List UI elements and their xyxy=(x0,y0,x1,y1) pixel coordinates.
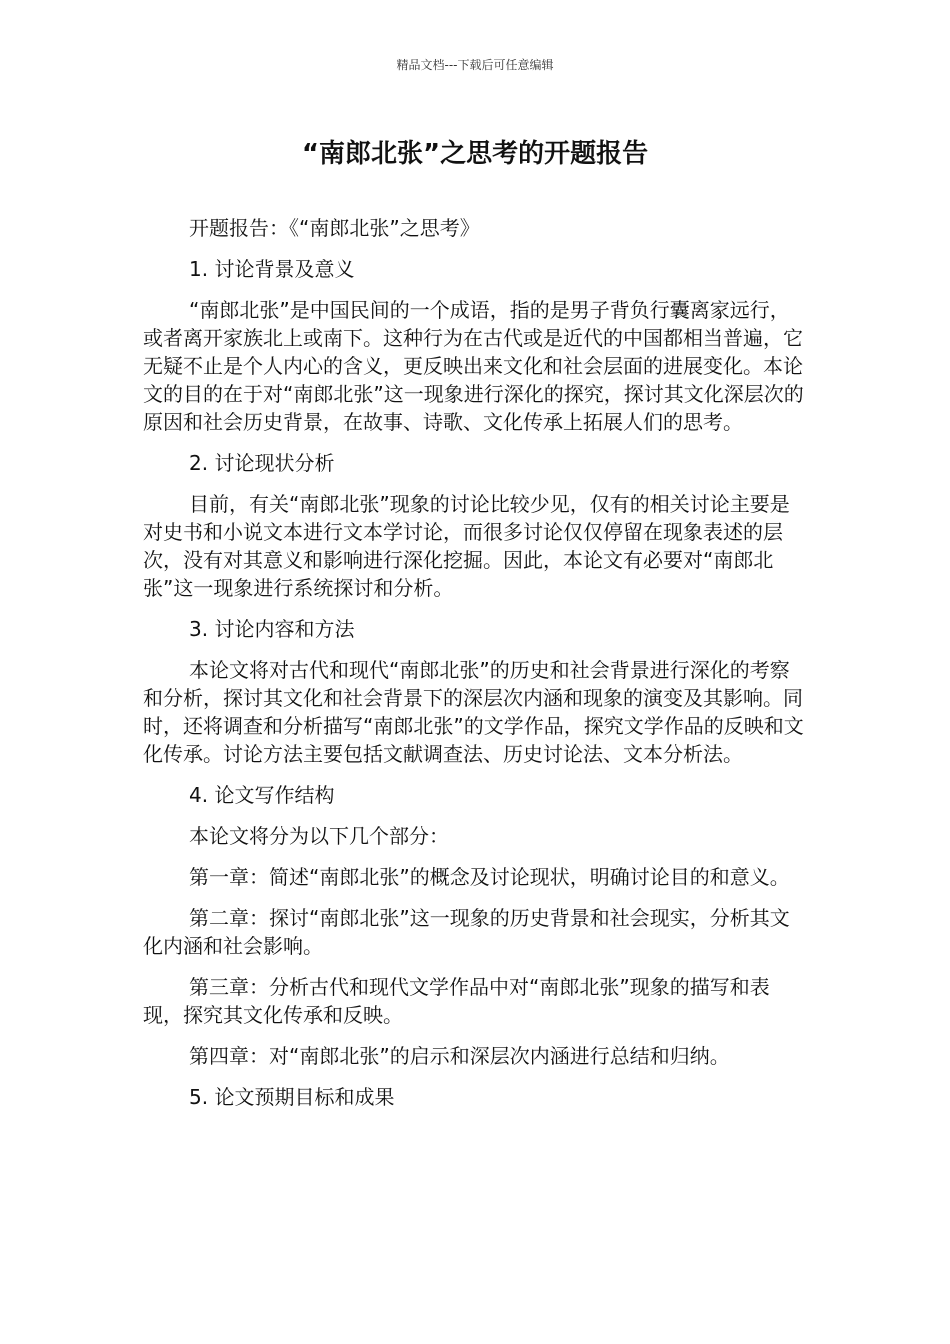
section-4-intro: 本论文将分为以下几个部分： xyxy=(189,824,449,848)
chapter-1-item: 第一章：简述“南郎北张”的概念及讨论现状，明确讨论目的和意义。 xyxy=(189,865,790,889)
section-heading-4: 4. 论文写作结构 xyxy=(189,783,335,807)
document-title: “南郎北张”之思考的开题报告 xyxy=(301,139,649,169)
document-body xyxy=(143,214,807,1124)
section-2-paragraph: 目前，有关“南郎北张”现象的讨论比较少见，仅有的相关讨论主要是对史书和小说文本进行文本学讨论，而很多讨论仅仅停留在现象表述的层次，没有对其意义和影响进行深化挖掘。因此，本论文有必要对“南郎北张”这一现象进行系统探讨和分析。 xyxy=(143,492,790,600)
report-heading: 开题报告：《“南郎北张”之思考》 xyxy=(189,216,480,240)
section-heading-3: 3. 讨论内容和方法 xyxy=(189,617,355,641)
section-heading-1: 1. 讨论背景及意义 xyxy=(189,257,355,281)
chapter-4-item: 第四章：对“南郎北张”的启示和深层次内涵进行总结和归纳。 xyxy=(189,1044,730,1068)
section-1-paragraph: “南郎北张”是中国民间的一个成语，指的是男子背负行囊离家远行，或者离开家族北上或南下。这种行为在古代或是近代的中国都相当普遍，它无疑不止是个人内心的含义，更反映出来文化和社会层面的进展变化。本论文的目的在于对“南郎北张”这一现象进行深化的探究，探讨其文化深层次的原因和社会历史背景，在故事、诗歌、文化传承上拓展人们的思考。 xyxy=(143,298,804,434)
header-note: 精品文档---下载后可任意编辑 xyxy=(396,58,554,72)
chapter-2-item: 第二章：探讨“南郎北张”这一现象的历史背景和社会现实，分析其文化内涵和社会影响。 xyxy=(143,906,790,958)
section-heading-2: 2. 讨论现状分析 xyxy=(189,451,335,475)
chapter-3-item: 第三章：分析古代和现代文学作品中对“南郎北张”现象的描写和表现，探究其文化传承和反映。 xyxy=(143,975,770,1027)
section-3-paragraph: 本论文将对古代和现代“南郎北张”的历史和社会背景进行深化的考察和分析，探讨其文化和社会背景下的深层次内涵和现象的演变及其影响。同时，还将调查和分析描写“南郎北张”的文学作品，探究文学作品的反映和文化传承。讨论方法主要包括文献调查法、历史讨论法、文本分析法。 xyxy=(143,658,804,766)
section-heading-5: 5. 论文预期目标和成果 xyxy=(189,1085,395,1109)
